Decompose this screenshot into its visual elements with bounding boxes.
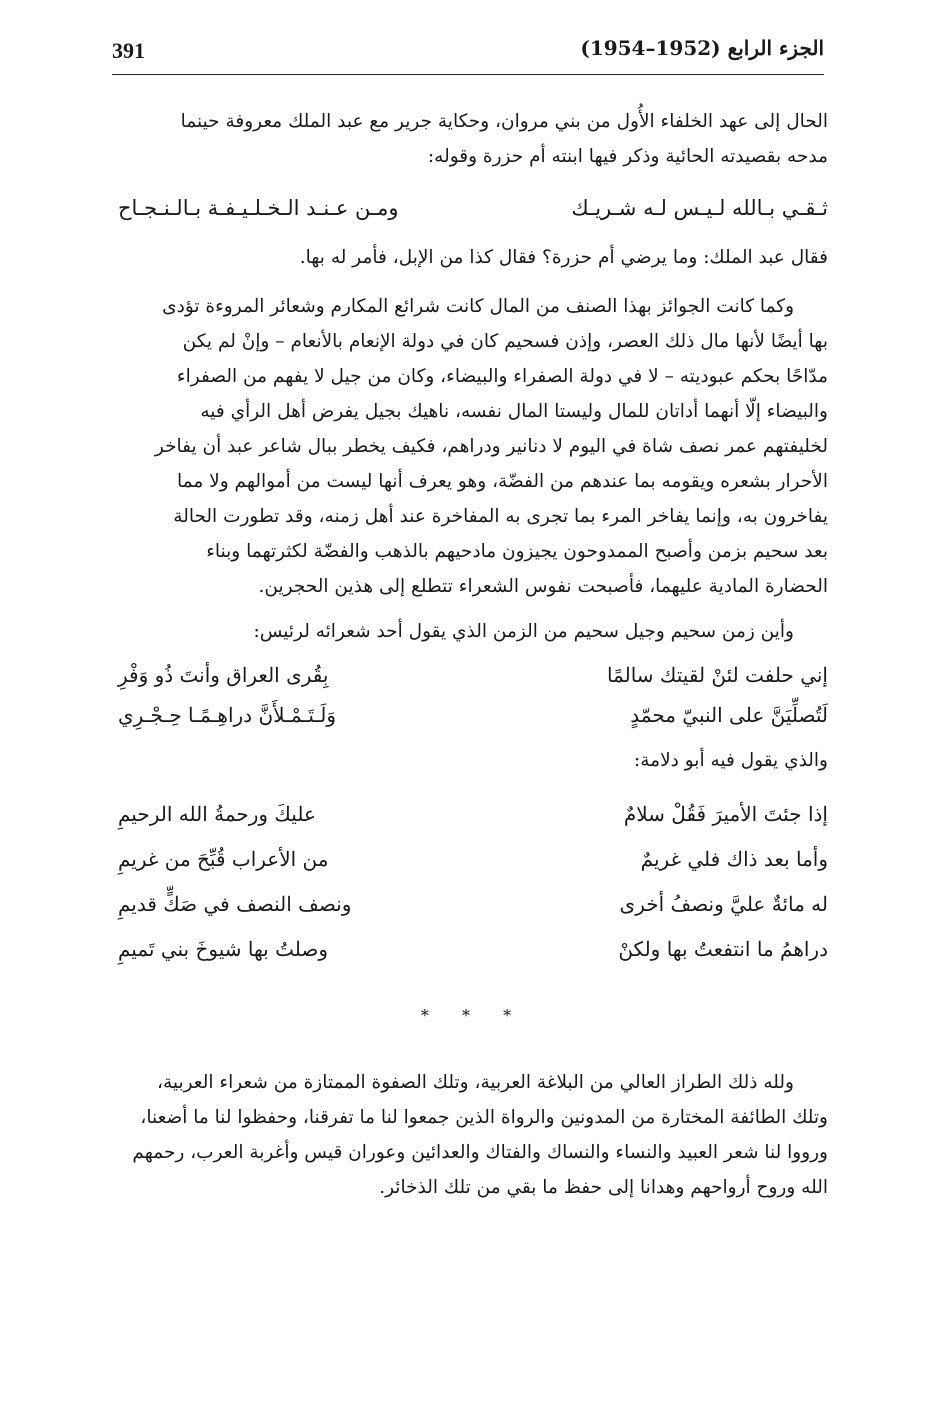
verse-jarir bbox=[118, 188, 828, 228]
text-line: وكما كانت الجوائز بهذا الصنف من المال كانت شرائع المكارم وشعائر المروءة تؤدى bbox=[162, 296, 794, 317]
text-line: الله وروح أرواحهم وهدانا إلى حفظ ما بقي من تلك الذخائر. bbox=[379, 1177, 828, 1198]
verse-row bbox=[118, 927, 828, 972]
verse-hemistich-right: ثـقـي بـالله لـيـس لـه شـريـك bbox=[571, 196, 828, 220]
text-line: وأين زمن سحيم وجيل سحيم من الزمن الذي يقول أحد شعرائه لرئيس: bbox=[253, 621, 794, 642]
verse-block-2 bbox=[118, 792, 828, 972]
paragraph-1 bbox=[118, 104, 828, 174]
verse-hemistich-right: وأما بعد ذاك فلي غريمٌ bbox=[640, 847, 828, 871]
verse-block-1 bbox=[118, 655, 828, 735]
verse-row bbox=[118, 882, 828, 927]
text-line: لخليفتهم عمر نصف شاة في اليوم لا دنانير ودراهم، فكيف يخطر ببال شاعر عبد أن يفاخر bbox=[154, 436, 828, 457]
verse-hemistich-right: له مائةٌ عليَّ ونصفُ أخرى bbox=[619, 892, 828, 916]
paragraph-4 bbox=[118, 614, 828, 649]
verse-hemistich-left: وَلَـتَـمْـلأَنَّ دراهِـمًـا حِـجْـرِي bbox=[118, 703, 336, 727]
text-line: مدّاحًا بحكم عبوديته – لا في دولة الصفراء والبيضاء، وكان من جيل لا يفهم من الصفراء bbox=[176, 366, 828, 387]
text-line: يفاخرون به، وإنما يفاخر المرء بما تجرى به المفاخرة عند أهل زمنه، وقد تطورت الحالة bbox=[173, 506, 828, 527]
text-line: فقال عبد الملك: وما يرضي أم حزرة؟ فقال كذا من الإبل، فأمر له بها. bbox=[299, 247, 828, 268]
verse-row bbox=[118, 792, 828, 837]
paragraph-6 bbox=[118, 1065, 828, 1205]
page-body bbox=[118, 104, 828, 1205]
text-line: الحضارة المادية عليهما، فأصبحت نفوس الشعراء تتطلع إلى هذين الحجرين. bbox=[258, 576, 828, 597]
verse-hemistich-right: دراهمُ ما انتفعتُ بها ولكنْ bbox=[618, 937, 828, 961]
verse-hemistich-right: إذا جئتَ الأميرَ فَقُلْ سلامٌ bbox=[623, 802, 828, 826]
text-line: بها أيضًا لأنها مال ذلك العصر، وإذن فسحيم كان في دولة الإنعام بالأنعام – وإنْ لم يكن bbox=[182, 331, 828, 352]
verse-hemistich-left: من الأعراب قُبِّحَ من غريمِ bbox=[118, 847, 329, 871]
verse-hemistich-left: وصلتُ بها شيوخَ بني تَميمِ bbox=[118, 937, 328, 961]
text-line: ورووا لنا شعر العبيد والنساء والنساك والفتاك والعدائين وعوران قيس وأغربة العرب، رحمهم bbox=[132, 1142, 828, 1163]
text-line: الحال إلى عهد الخلفاء الأُول من بني مروان، وحكاية جرير مع عبد الملك معروفة حينما bbox=[180, 111, 828, 132]
text-line: والبيضاء إلّا أنهما أداتان للمال وليستا المال نفسه، ناهيك بجيل يفرض أهل الرأي فيه bbox=[200, 401, 828, 422]
verse-row bbox=[118, 655, 828, 695]
running-title: الجزء الرابع (1952–1954) bbox=[580, 36, 824, 60]
verse-hemistich-right: إني حلفت لئنْ لقيتك سالمًا bbox=[606, 663, 828, 687]
verse-hemistich-left: عليكَ ورحمةُ الله الرحيمِ bbox=[118, 802, 316, 826]
paragraph-3 bbox=[118, 289, 828, 604]
verse-hemistich-left: بِقُرى العراق وأنتَ ذُو وَفْرِ bbox=[118, 663, 329, 687]
text-line: ولله ذلك الطراز العالي من البلاغة العربية، وتلك الصفوة الممتازة من شعراء العربية، bbox=[156, 1072, 794, 1093]
section-separator: * * * bbox=[420, 1006, 526, 1025]
verse-row bbox=[118, 837, 828, 882]
text-line: الأحرار بشعره ويقومه بما عندهم من الفضّة، وهو يعرف أنها ليست من أموالهم ولا مما bbox=[177, 471, 828, 492]
text-line: بعد سحيم بزمن وأصبح الممدوحون يجيزون مادحيهم بالذهب والفضّة لكثرتهما وبناء bbox=[206, 541, 828, 562]
text-line: وتلك الطائفة المختارة من المدونين والرواة الذين جمعوا لنا ما تفرقنا، وحفظوا لنا ما أضعنا، bbox=[140, 1107, 828, 1128]
page-header bbox=[112, 36, 824, 75]
verse-hemistich-left: ونصف النصف في صَكٍّ قديمِ bbox=[118, 892, 352, 916]
verse-hemistich-left: ومـن عـنـد الـخـلـيـفـة بـالـنـجـاح bbox=[118, 196, 399, 220]
verse-row bbox=[118, 695, 828, 735]
text-line: مدحه بقصيدته الحائية وذكر فيها ابنته أم حزرة وقوله: bbox=[427, 146, 828, 167]
paragraph-5 bbox=[118, 743, 828, 778]
paragraph-2 bbox=[118, 240, 828, 275]
verse-hemistich-right: لَتُصلِّيَنَّ على النبيّ محمّدٍ bbox=[630, 703, 828, 727]
text-line: والذي يقول فيه أبو دلامة: bbox=[634, 750, 828, 771]
page-number: 391 bbox=[112, 38, 145, 63]
